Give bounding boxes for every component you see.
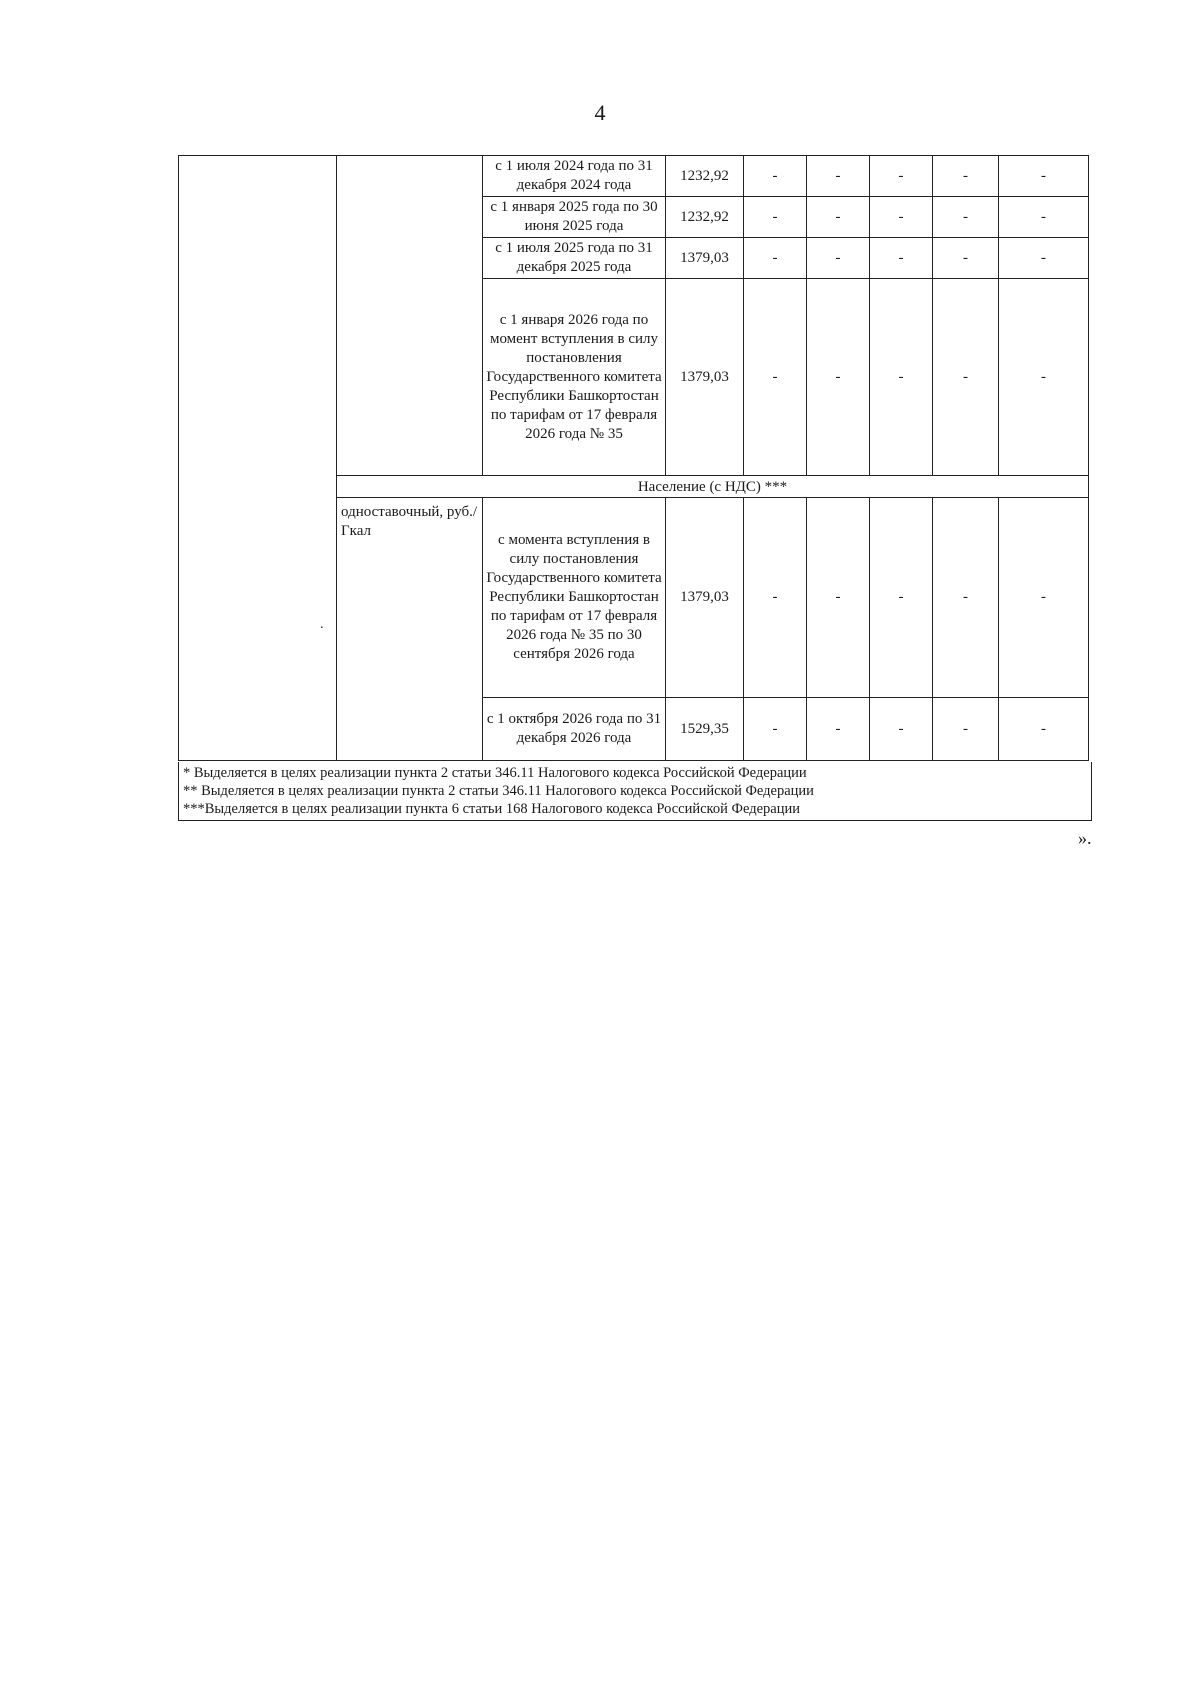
empty-value-cell: -: [870, 156, 933, 197]
empty-value-cell: -: [807, 279, 870, 476]
empty-value-cell: -: [933, 156, 999, 197]
stray-dot: .: [320, 617, 324, 632]
empty-value-cell: -: [807, 698, 870, 761]
period-cell: с 1 июля 2024 года по 31 декабря 2024 года: [483, 156, 666, 197]
empty-value-cell: -: [999, 279, 1089, 476]
footnotes: [178, 762, 1092, 821]
empty-value-cell: -: [999, 197, 1089, 238]
tariff-type-cell-empty: [337, 156, 483, 476]
empty-value-cell: -: [807, 498, 870, 698]
empty-value-cell: -: [999, 498, 1089, 698]
empty-value-cell: -: [870, 279, 933, 476]
tariff-value-cell: 1379,03: [666, 498, 744, 698]
tariff-value-cell: 1232,92: [666, 156, 744, 197]
empty-value-cell: -: [744, 498, 807, 698]
tariff-value-cell: 1379,03: [666, 238, 744, 279]
empty-value-cell: -: [999, 698, 1089, 761]
section-label: Население (с НДС) ***: [337, 476, 1089, 498]
empty-value-cell: -: [744, 238, 807, 279]
closing-quote: ».: [1078, 828, 1092, 848]
empty-value-cell: -: [933, 498, 999, 698]
empty-value-cell: -: [807, 238, 870, 279]
empty-value-cell: -: [933, 279, 999, 476]
tariff-table: [178, 155, 1089, 761]
period-cell: с 1 января 2025 года по 30 июня 2025 года: [483, 197, 666, 238]
tariff-type-cell: одноставочный, руб./Гкал: [337, 498, 483, 761]
period-cell: с 1 июля 2025 года по 31 декабря 2025 года: [483, 238, 666, 279]
organization-cell: [179, 156, 337, 761]
period-cell: с 1 октября 2026 года по 31 декабря 2026 года: [483, 698, 666, 761]
empty-value-cell: -: [807, 197, 870, 238]
period-cell: с момента вступления в силу постановления Государственного комитета Республики Башкортостан по тарифам от 17 февраля 2026 года № 35 по 30 сентября 2026 года: [483, 498, 666, 698]
table-row: [179, 156, 1089, 197]
tariff-value-cell: 1232,92: [666, 197, 744, 238]
empty-value-cell: -: [807, 156, 870, 197]
empty-value-cell: -: [870, 498, 933, 698]
tariff-value-cell: 1529,35: [666, 698, 744, 761]
footnote: * Выделяется в целях реализации пункта 2 статьи 346.11 Налогового кодекса Российской Федерации: [183, 765, 807, 781]
empty-value-cell: -: [744, 279, 807, 476]
empty-value-cell: -: [999, 156, 1089, 197]
empty-value-cell: -: [744, 197, 807, 238]
page-number: 4: [594, 100, 606, 125]
empty-value-cell: -: [744, 156, 807, 197]
empty-value-cell: -: [744, 698, 807, 761]
empty-value-cell: -: [870, 698, 933, 761]
empty-value-cell: -: [870, 238, 933, 279]
footnote: ** Выделяется в целях реализации пункта 2 статьи 346.11 Налогового кодекса Российской Федерации: [183, 783, 814, 799]
empty-value-cell: -: [933, 197, 999, 238]
empty-value-cell: -: [933, 698, 999, 761]
tariff-value-cell: 1379,03: [666, 279, 744, 476]
empty-value-cell: -: [933, 238, 999, 279]
empty-value-cell: -: [870, 197, 933, 238]
footnote: ***Выделяется в целях реализации пункта 6 статьи 168 Налогового кодекса Российской Федерации: [183, 801, 800, 817]
period-cell: с 1 января 2026 года по момент вступления в силу постановления Государственного комитета Республики Башкортостан по тарифам от 17 февраля 2026 года № 35: [483, 279, 666, 476]
empty-value-cell: -: [999, 238, 1089, 279]
